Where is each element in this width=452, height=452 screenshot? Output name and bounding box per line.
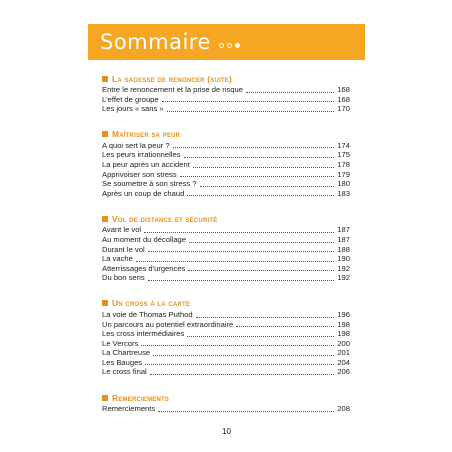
section-heading-text: Maîtriser sa peur — [112, 129, 181, 140]
entry-page-number: 204 — [337, 357, 350, 367]
entry-title: A quoi sert la peur ? — [102, 140, 170, 150]
section-heading-text: Un cross à la carte — [112, 298, 191, 309]
page-title: Sommaire — [100, 30, 211, 54]
dot-leader — [187, 194, 334, 196]
dot-leader — [136, 260, 335, 262]
section-heading — [102, 212, 350, 225]
toc-section — [102, 391, 350, 414]
toc-entry[interactable] — [102, 367, 350, 377]
dot-leader — [162, 100, 335, 102]
dot-leader — [153, 354, 334, 356]
toc-section — [102, 72, 350, 114]
entry-title: Après un coup de chaud — [102, 188, 185, 198]
entry-page-number: 190 — [337, 254, 350, 264]
toc-section — [102, 128, 350, 199]
section-heading — [102, 297, 350, 310]
toc-entry[interactable] — [102, 104, 350, 114]
dot-leader — [145, 363, 334, 365]
entry-title: Atterrissages d'urgences — [102, 263, 186, 273]
entry-page-number: 192 — [337, 273, 350, 283]
toc-entry[interactable] — [102, 320, 350, 330]
section-heading-text: La sagesse de renoncer (suite) — [112, 73, 232, 84]
toc-entry[interactable] — [102, 179, 350, 189]
section-heading-text: Remerciements — [112, 392, 170, 403]
entry-title: Les Bauges — [102, 357, 143, 367]
entry-page-number: 179 — [337, 169, 350, 179]
entry-page-number: 187 — [337, 234, 350, 244]
entry-title: Les jours « sans » — [102, 104, 164, 114]
toc-entry[interactable] — [102, 254, 350, 264]
entry-page-number: 206 — [337, 367, 350, 377]
book-page — [88, 20, 365, 440]
entry-title: L'effet de groupe — [102, 94, 159, 104]
entry-page-number: 175 — [337, 150, 350, 160]
entry-page-number: 201 — [337, 348, 350, 358]
page-number: 10 — [222, 427, 231, 436]
toc-entry[interactable] — [102, 150, 350, 160]
dot-outline-icon — [219, 43, 224, 48]
dot-leader — [148, 279, 335, 281]
toc-entry[interactable] — [102, 160, 350, 170]
entry-title: Au moment du décollage — [102, 234, 187, 244]
toc-entry[interactable] — [102, 264, 350, 274]
toc-entry[interactable] — [102, 245, 350, 255]
dot-filled-icon — [235, 43, 240, 48]
entry-title: Durant le vol — [102, 244, 145, 254]
entry-title: Entre le renoncement et la prise de risque — [102, 85, 243, 94]
entry-title: La Chartreuse — [102, 348, 151, 358]
entry-title: La vache — [102, 254, 133, 264]
entry-title: Avant le vol — [102, 225, 142, 235]
square-bullet-icon — [102, 131, 108, 137]
toc-entry[interactable] — [102, 404, 350, 414]
dot-leader — [148, 250, 335, 252]
dot-leader — [236, 325, 334, 327]
entry-title: La voie de Thomas Puthod — [102, 309, 193, 319]
toc-entry[interactable] — [102, 141, 350, 151]
progress-dots-icon — [219, 43, 240, 48]
entry-title: Le Vercors — [102, 338, 139, 348]
entry-page-number: 188 — [337, 244, 350, 254]
toc-entry[interactable] — [102, 329, 350, 339]
toc-entry[interactable] — [102, 339, 350, 349]
entry-page-number: 170 — [337, 104, 350, 114]
entry-page-number: 192 — [337, 263, 350, 273]
dot-leader — [184, 156, 335, 158]
entry-page-number: 180 — [337, 179, 350, 189]
toc-entry[interactable] — [102, 170, 350, 180]
entry-title: Le cross final — [102, 367, 147, 377]
entry-page-number: 198 — [337, 319, 350, 329]
section-heading — [102, 72, 350, 85]
section-heading — [102, 128, 350, 141]
section-heading-text: Vol de distance et sécurité — [112, 213, 218, 224]
entry-title: Apprivoiser son stress — [102, 169, 177, 179]
toc-entry[interactable] — [102, 358, 350, 368]
entry-title: Un parcours au potentiel extraordinaire — [102, 319, 234, 329]
dot-leader — [141, 344, 334, 346]
table-of-contents — [102, 72, 350, 428]
dot-leader — [200, 185, 335, 187]
square-bullet-icon — [102, 395, 108, 401]
toc-entry[interactable] — [102, 310, 350, 320]
toc-entry[interactable] — [102, 225, 350, 235]
title-banner — [88, 24, 365, 60]
dot-outline-icon — [227, 43, 232, 48]
dot-leader — [144, 231, 334, 233]
toc-entry[interactable] — [102, 273, 350, 283]
dot-leader — [150, 373, 335, 375]
entry-page-number: 168 — [337, 85, 350, 94]
toc-entry[interactable] — [102, 85, 350, 95]
entry-page-number: 183 — [337, 188, 350, 198]
entry-page-number: 200 — [337, 338, 350, 348]
square-bullet-icon — [102, 216, 108, 222]
dot-leader — [193, 166, 335, 168]
dot-leader — [158, 410, 334, 412]
square-bullet-icon — [102, 300, 108, 306]
entry-page-number: 168 — [337, 94, 350, 104]
dot-leader — [196, 316, 335, 318]
square-bullet-icon — [102, 76, 108, 82]
toc-entry[interactable] — [102, 189, 350, 199]
entry-title: Remerciements — [102, 404, 156, 414]
entry-page-number: 174 — [337, 140, 350, 150]
entry-page-number: 178 — [337, 159, 350, 169]
toc-section — [102, 297, 350, 377]
toc-entry[interactable] — [102, 348, 350, 358]
dot-leader — [173, 146, 335, 148]
dot-leader — [167, 110, 335, 112]
entry-page-number: 208 — [337, 404, 350, 414]
entry-title: Les cross intermédiaires — [102, 329, 185, 339]
section-heading — [102, 391, 350, 404]
entry-page-number: 187 — [337, 225, 350, 235]
dot-leader — [189, 241, 334, 243]
dot-leader — [246, 91, 334, 93]
entry-page-number: 198 — [337, 329, 350, 339]
toc-entry[interactable] — [102, 235, 350, 245]
dot-leader — [187, 335, 334, 337]
entry-title: La peur après un accident — [102, 159, 190, 169]
entry-title: Se soumettre à son stress ? — [102, 179, 197, 189]
dot-leader — [180, 175, 335, 177]
entry-title: Du bon sens — [102, 273, 145, 283]
entry-page-number: 196 — [337, 309, 350, 319]
entry-title: Les peurs irrationnelles — [102, 150, 181, 160]
toc-section — [102, 212, 350, 283]
dot-leader — [188, 269, 334, 271]
toc-entry[interactable] — [102, 95, 350, 105]
